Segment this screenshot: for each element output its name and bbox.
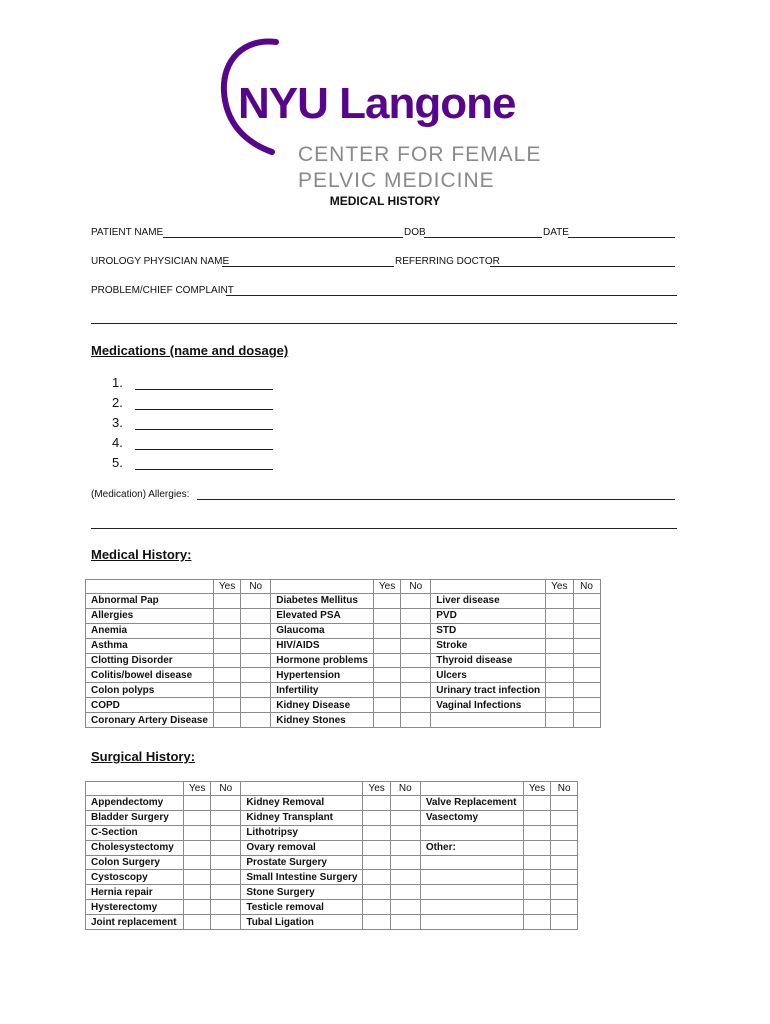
medical-history-no-cell[interactable]: [241, 653, 271, 668]
surgical-history-condition-label: Lithotripsy: [241, 825, 363, 840]
logo-brand-primary: NYU: [238, 79, 328, 128]
medical-history-no-cell: [573, 713, 600, 728]
surgical-history-condition-label: Tubal Ligation: [241, 915, 363, 930]
medical-history-no-cell[interactable]: [573, 638, 600, 653]
medical-history-condition-label: [431, 713, 546, 728]
allergies-label: (Medication) Allergies:: [91, 489, 190, 500]
medical-history-no-cell[interactable]: [241, 638, 271, 653]
medical-history-yes-cell[interactable]: [546, 638, 573, 653]
referring-doctor-field[interactable]: [490, 266, 675, 267]
urology-physician-field[interactable]: [222, 266, 394, 267]
surgical-history-no-cell: [551, 900, 578, 915]
surgical-history-condition-label: [420, 825, 523, 840]
surgical-history-no-cell[interactable]: [551, 796, 578, 811]
medical-history-no-cell[interactable]: [573, 653, 600, 668]
surgical-history-row: [86, 885, 578, 900]
page-title: MEDICAL HISTORY: [329, 194, 441, 208]
medical-history-condition-label: Abnormal Pap: [86, 594, 214, 609]
surgical-history-yes-cell[interactable]: [184, 825, 211, 840]
surgical-history-condition-label: [420, 870, 523, 885]
logo-brand-text: [238, 79, 516, 128]
surgical-history-condition-label: Kidney Transplant: [241, 810, 363, 825]
surgical-history-yes-cell[interactable]: [184, 870, 211, 885]
medical-history-yes-cell[interactable]: [213, 608, 240, 623]
medical-history-yes-cell[interactable]: [213, 653, 240, 668]
medical-history-condition-label: Glaucoma: [271, 623, 374, 638]
medical-history-condition-label: Colitis/bowel disease: [86, 668, 214, 683]
medical-history-table: [85, 579, 601, 728]
medical-history-row: [86, 623, 601, 638]
medical-history-yes-cell[interactable]: [546, 608, 573, 623]
medical-history-no-cell[interactable]: [573, 683, 600, 698]
surgical-history-condition-label: Hernia repair: [86, 885, 184, 900]
surgical-history-no-cell[interactable]: [390, 840, 420, 855]
surgical-history-yes-cell[interactable]: [184, 900, 211, 915]
surgical-history-yes-header: Yes: [363, 782, 390, 796]
medical-history-yes-cell[interactable]: [373, 594, 400, 609]
surgical-history-row: [86, 855, 578, 870]
medical-history-no-header: No: [241, 580, 271, 594]
logo-subtitle-2: PELVIC MEDICINE: [298, 169, 495, 192]
medical-history-no-cell[interactable]: [401, 594, 431, 609]
surgical-history-no-cell[interactable]: [211, 825, 241, 840]
surgical-history-condition-label: C-Section: [86, 825, 184, 840]
medical-history-condition-label: PVD: [431, 608, 546, 623]
surgical-history-yes-cell[interactable]: [363, 870, 390, 885]
medical-history-yes-cell[interactable]: [373, 623, 400, 638]
allergies-field-line-2[interactable]: [91, 528, 677, 529]
medication-field-1[interactable]: [135, 389, 273, 390]
medical-history-yes-cell[interactable]: [373, 698, 400, 713]
surgical-history-row: [86, 840, 578, 855]
surgical-history-condition-label: Small Intestine Surgery: [241, 870, 363, 885]
complaint-label: PROBLEM/CHIEF COMPLAINT: [91, 285, 234, 296]
medication-number: 4.: [112, 435, 123, 450]
medication-number: 3.: [112, 415, 123, 430]
medical-history-no-cell[interactable]: [241, 713, 271, 728]
referring-doctor-label: REFERRING DOCTOR: [395, 256, 500, 267]
medical-history-no-cell[interactable]: [573, 594, 600, 609]
medical-history-yes-cell[interactable]: [213, 668, 240, 683]
medical-history-yes-cell[interactable]: [373, 713, 400, 728]
medical-history-condition-label: Liver disease: [431, 594, 546, 609]
medical-history-condition-label: Infertility: [271, 683, 374, 698]
surgical-history-condition-label: Other:: [420, 840, 523, 855]
medical-history-condition-label: COPD: [86, 698, 214, 713]
surgical-history-row: [86, 796, 578, 811]
surgical-history-no-cell[interactable]: [390, 825, 420, 840]
surgical-history-yes-header: Yes: [523, 782, 550, 796]
surgical-history-header-blank: [86, 782, 184, 796]
surgical-history-condition-label: Vasectomy: [420, 810, 523, 825]
medical-history-condition-label: Hormone problems: [271, 653, 374, 668]
patient-name-label: PATIENT NAME: [91, 227, 164, 238]
medical-history-yes-cell: [546, 713, 573, 728]
surgical-history-condition-label: [420, 900, 523, 915]
medical-history-no-cell[interactable]: [573, 623, 600, 638]
medical-history-condition-label: Vaginal Infections: [431, 698, 546, 713]
surgical-history-yes-cell[interactable]: [523, 810, 550, 825]
medical-history-heading: Medical History:: [91, 547, 192, 562]
medical-history-yes-cell[interactable]: [373, 638, 400, 653]
surgical-history-yes-cell[interactable]: [363, 855, 390, 870]
surgical-history-no-cell: [551, 885, 578, 900]
medical-history-no-header: No: [573, 580, 600, 594]
medical-history-yes-cell[interactable]: [546, 623, 573, 638]
patient-name-field[interactable]: [163, 237, 403, 238]
medical-history-condition-label: Hypertension: [271, 668, 374, 683]
medical-history-row: [86, 638, 601, 653]
medical-history-yes-cell[interactable]: [546, 683, 573, 698]
surgical-history-yes-cell: [523, 870, 550, 885]
logo-subtitle-1: CENTER FOR FEMALE: [298, 143, 542, 166]
medical-history-condition-label: HIV/AIDS: [271, 638, 374, 653]
medical-history-no-cell[interactable]: [241, 668, 271, 683]
surgical-history-table: [85, 781, 578, 930]
medical-history-yes-cell[interactable]: [546, 698, 573, 713]
surgical-history-no-cell: [551, 825, 578, 840]
medical-history-yes-header: Yes: [373, 580, 400, 594]
medical-history-yes-cell[interactable]: [373, 653, 400, 668]
medical-history-condition-label: Asthma: [86, 638, 214, 653]
medical-history-yes-header: Yes: [546, 580, 573, 594]
medical-history-row: [86, 608, 601, 623]
surgical-history-yes-cell: [523, 885, 550, 900]
medical-history-row: [86, 668, 601, 683]
surgical-history-no-cell[interactable]: [390, 810, 420, 825]
surgical-history-row: [86, 915, 578, 930]
surgical-history-yes-cell: [523, 855, 550, 870]
medical-history-no-cell[interactable]: [241, 608, 271, 623]
medical-history-no-cell[interactable]: [573, 698, 600, 713]
surgical-history-condition-label: [420, 855, 523, 870]
surgical-history-yes-cell[interactable]: [184, 810, 211, 825]
medical-history-no-header: No: [401, 580, 431, 594]
medical-history-condition-label: Stroke: [431, 638, 546, 653]
surgical-history-row: [86, 825, 578, 840]
medical-history-row: [86, 713, 601, 728]
surgical-history-yes-cell[interactable]: [184, 855, 211, 870]
surgical-history-yes-cell[interactable]: [363, 915, 390, 930]
surgical-history-condition-label: Prostate Surgery: [241, 855, 363, 870]
medical-history-no-cell[interactable]: [401, 698, 431, 713]
medical-history-row: [86, 683, 601, 698]
surgical-history-row: [86, 870, 578, 885]
surgical-history-header-row: [86, 782, 578, 796]
medical-history-no-cell[interactable]: [241, 594, 271, 609]
surgical-history-no-cell[interactable]: [211, 870, 241, 885]
surgical-history-no-cell[interactable]: [390, 855, 420, 870]
surgical-history-yes-cell[interactable]: [523, 840, 550, 855]
medical-history-condition-label: Kidney Stones: [271, 713, 374, 728]
medical-history-condition-label: Coronary Artery Disease: [86, 713, 214, 728]
medical-history-header-blank: [431, 580, 546, 594]
medical-history-header-row: [86, 580, 601, 594]
date-label: DATE: [543, 227, 569, 238]
surgical-history-no-cell[interactable]: [390, 885, 420, 900]
medical-history-yes-cell[interactable]: [373, 683, 400, 698]
surgical-history-no-cell[interactable]: [390, 870, 420, 885]
medical-history-no-cell[interactable]: [573, 668, 600, 683]
medical-history-yes-cell[interactable]: [213, 698, 240, 713]
surgical-history-no-cell[interactable]: [551, 840, 578, 855]
surgical-history-header-blank: [420, 782, 523, 796]
medical-history-condition-label: Kidney Disease: [271, 698, 374, 713]
surgical-history-no-cell[interactable]: [211, 915, 241, 930]
surgical-history-condition-label: Valve Replacement: [420, 796, 523, 811]
surgical-history-yes-header: Yes: [184, 782, 211, 796]
medication-number: 1.: [112, 375, 123, 390]
surgical-history-condition-label: [420, 915, 523, 930]
medical-history-yes-cell[interactable]: [213, 638, 240, 653]
logo-brand-secondary: Langone: [339, 79, 516, 128]
surgical-history-row: [86, 900, 578, 915]
surgical-history-header-blank: [241, 782, 363, 796]
medical-history-no-cell[interactable]: [401, 653, 431, 668]
medical-history-no-cell[interactable]: [573, 608, 600, 623]
medical-history-yes-cell[interactable]: [546, 668, 573, 683]
surgical-history-no-header: No: [211, 782, 241, 796]
dob-label: DOB: [404, 227, 426, 238]
medication-number: 5.: [112, 455, 123, 470]
surgical-history-yes-cell: [523, 900, 550, 915]
medical-history-no-cell[interactable]: [401, 608, 431, 623]
surgical-history-no-cell[interactable]: [390, 915, 420, 930]
surgical-history-yes-cell[interactable]: [363, 796, 390, 811]
surgical-history-yes-cell[interactable]: [184, 915, 211, 930]
surgical-history-condition-label: Appendectomy: [86, 796, 184, 811]
surgical-history-no-cell: [551, 855, 578, 870]
medical-history-yes-cell[interactable]: [546, 653, 573, 668]
surgical-history-yes-cell[interactable]: [184, 840, 211, 855]
medications-heading: Medications (name and dosage): [91, 343, 289, 358]
date-field[interactable]: [568, 237, 675, 238]
surgical-history-no-cell: [551, 915, 578, 930]
complaint-field-line-2[interactable]: [91, 323, 677, 324]
surgical-history-yes-cell[interactable]: [363, 900, 390, 915]
medical-history-row: [86, 594, 601, 609]
medical-history-header-blank: [271, 580, 374, 594]
surgical-history-yes-cell[interactable]: [363, 810, 390, 825]
medical-history-condition-label: Elevated PSA: [271, 608, 374, 623]
medical-history-no-cell[interactable]: [401, 713, 431, 728]
medical-history-header-blank: [86, 580, 214, 594]
surgical-history-yes-cell[interactable]: [184, 885, 211, 900]
medical-history-condition-label: STD: [431, 623, 546, 638]
medical-history-no-cell[interactable]: [401, 683, 431, 698]
surgical-history-condition-label: Cystoscopy: [86, 870, 184, 885]
surgical-history-condition-label: Testicle removal: [241, 900, 363, 915]
medication-number: 2.: [112, 395, 123, 410]
medical-history-condition-label: Urinary tract infection: [431, 683, 546, 698]
medical-history-yes-cell[interactable]: [373, 668, 400, 683]
medication-field-3[interactable]: [135, 429, 273, 430]
medical-history-condition-label: Diabetes Mellitus: [271, 594, 374, 609]
medical-history-no-cell[interactable]: [401, 668, 431, 683]
surgical-history-condition-label: Hysterectomy: [86, 900, 184, 915]
nyu-langone-logo: [214, 30, 542, 192]
surgical-history-yes-cell: [523, 825, 550, 840]
surgical-history-condition-label: Bladder Surgery: [86, 810, 184, 825]
medication-field-2[interactable]: [135, 409, 273, 410]
surgical-history-yes-cell[interactable]: [523, 796, 550, 811]
medical-history-no-cell[interactable]: [241, 623, 271, 638]
surgical-history-no-cell[interactable]: [211, 840, 241, 855]
medication-field-5[interactable]: [135, 469, 273, 470]
urology-physician-label: UROLOGY PHYSICIAN NAME: [91, 256, 230, 267]
surgical-history-condition-label: [420, 885, 523, 900]
medical-history-yes-cell[interactable]: [546, 594, 573, 609]
surgical-history-condition-label: Stone Surgery: [241, 885, 363, 900]
medical-history-condition-label: Anemia: [86, 623, 214, 638]
medication-field-4[interactable]: [135, 449, 273, 450]
surgical-history-no-cell[interactable]: [211, 900, 241, 915]
surgical-history-yes-cell[interactable]: [363, 825, 390, 840]
medical-history-yes-cell[interactable]: [373, 608, 400, 623]
medical-history-yes-cell[interactable]: [213, 594, 240, 609]
allergies-field[interactable]: [197, 499, 675, 500]
surgical-history-no-cell[interactable]: [390, 900, 420, 915]
medical-history-yes-header: Yes: [213, 580, 240, 594]
surgical-history-no-cell[interactable]: [211, 855, 241, 870]
medical-history-yes-cell[interactable]: [213, 623, 240, 638]
surgical-history-condition-label: Ovary removal: [241, 840, 363, 855]
surgical-history-row: [86, 810, 578, 825]
medical-history-condition-label: Allergies: [86, 608, 214, 623]
surgical-history-yes-cell: [523, 915, 550, 930]
surgical-history-no-header: No: [390, 782, 420, 796]
complaint-field[interactable]: [226, 295, 677, 296]
surgical-history-yes-cell[interactable]: [184, 796, 211, 811]
surgical-history-no-cell[interactable]: [211, 810, 241, 825]
surgical-history-condition-label: Colon Surgery: [86, 855, 184, 870]
medical-history-condition-label: Clotting Disorder: [86, 653, 214, 668]
surgical-history-no-cell[interactable]: [211, 796, 241, 811]
medical-history-row: [86, 698, 601, 713]
medical-history-row: [86, 653, 601, 668]
medical-history-yes-cell[interactable]: [213, 713, 240, 728]
medical-history-condition-label: Colon polyps: [86, 683, 214, 698]
medical-history-condition-label: Thyroid disease: [431, 653, 546, 668]
medical-history-no-cell[interactable]: [241, 683, 271, 698]
surgical-history-yes-cell[interactable]: [363, 840, 390, 855]
surgical-history-no-header: No: [551, 782, 578, 796]
surgical-history-yes-cell[interactable]: [363, 885, 390, 900]
surgical-history-condition-label: Cholesystectomy: [86, 840, 184, 855]
surgical-history-condition-label: Kidney Removal: [241, 796, 363, 811]
surgical-history-no-cell[interactable]: [390, 796, 420, 811]
medical-history-condition-label: Ulcers: [431, 668, 546, 683]
surgical-history-heading: Surgical History:: [91, 749, 196, 764]
medical-history-no-cell[interactable]: [401, 638, 431, 653]
dob-field[interactable]: [424, 237, 542, 238]
surgical-history-no-cell[interactable]: [551, 810, 578, 825]
surgical-history-condition-label: Joint replacement: [86, 915, 184, 930]
surgical-history-no-cell: [551, 870, 578, 885]
medical-history-yes-cell[interactable]: [213, 683, 240, 698]
medical-history-no-cell[interactable]: [241, 698, 271, 713]
surgical-history-no-cell[interactable]: [211, 885, 241, 900]
medical-history-no-cell[interactable]: [401, 623, 431, 638]
